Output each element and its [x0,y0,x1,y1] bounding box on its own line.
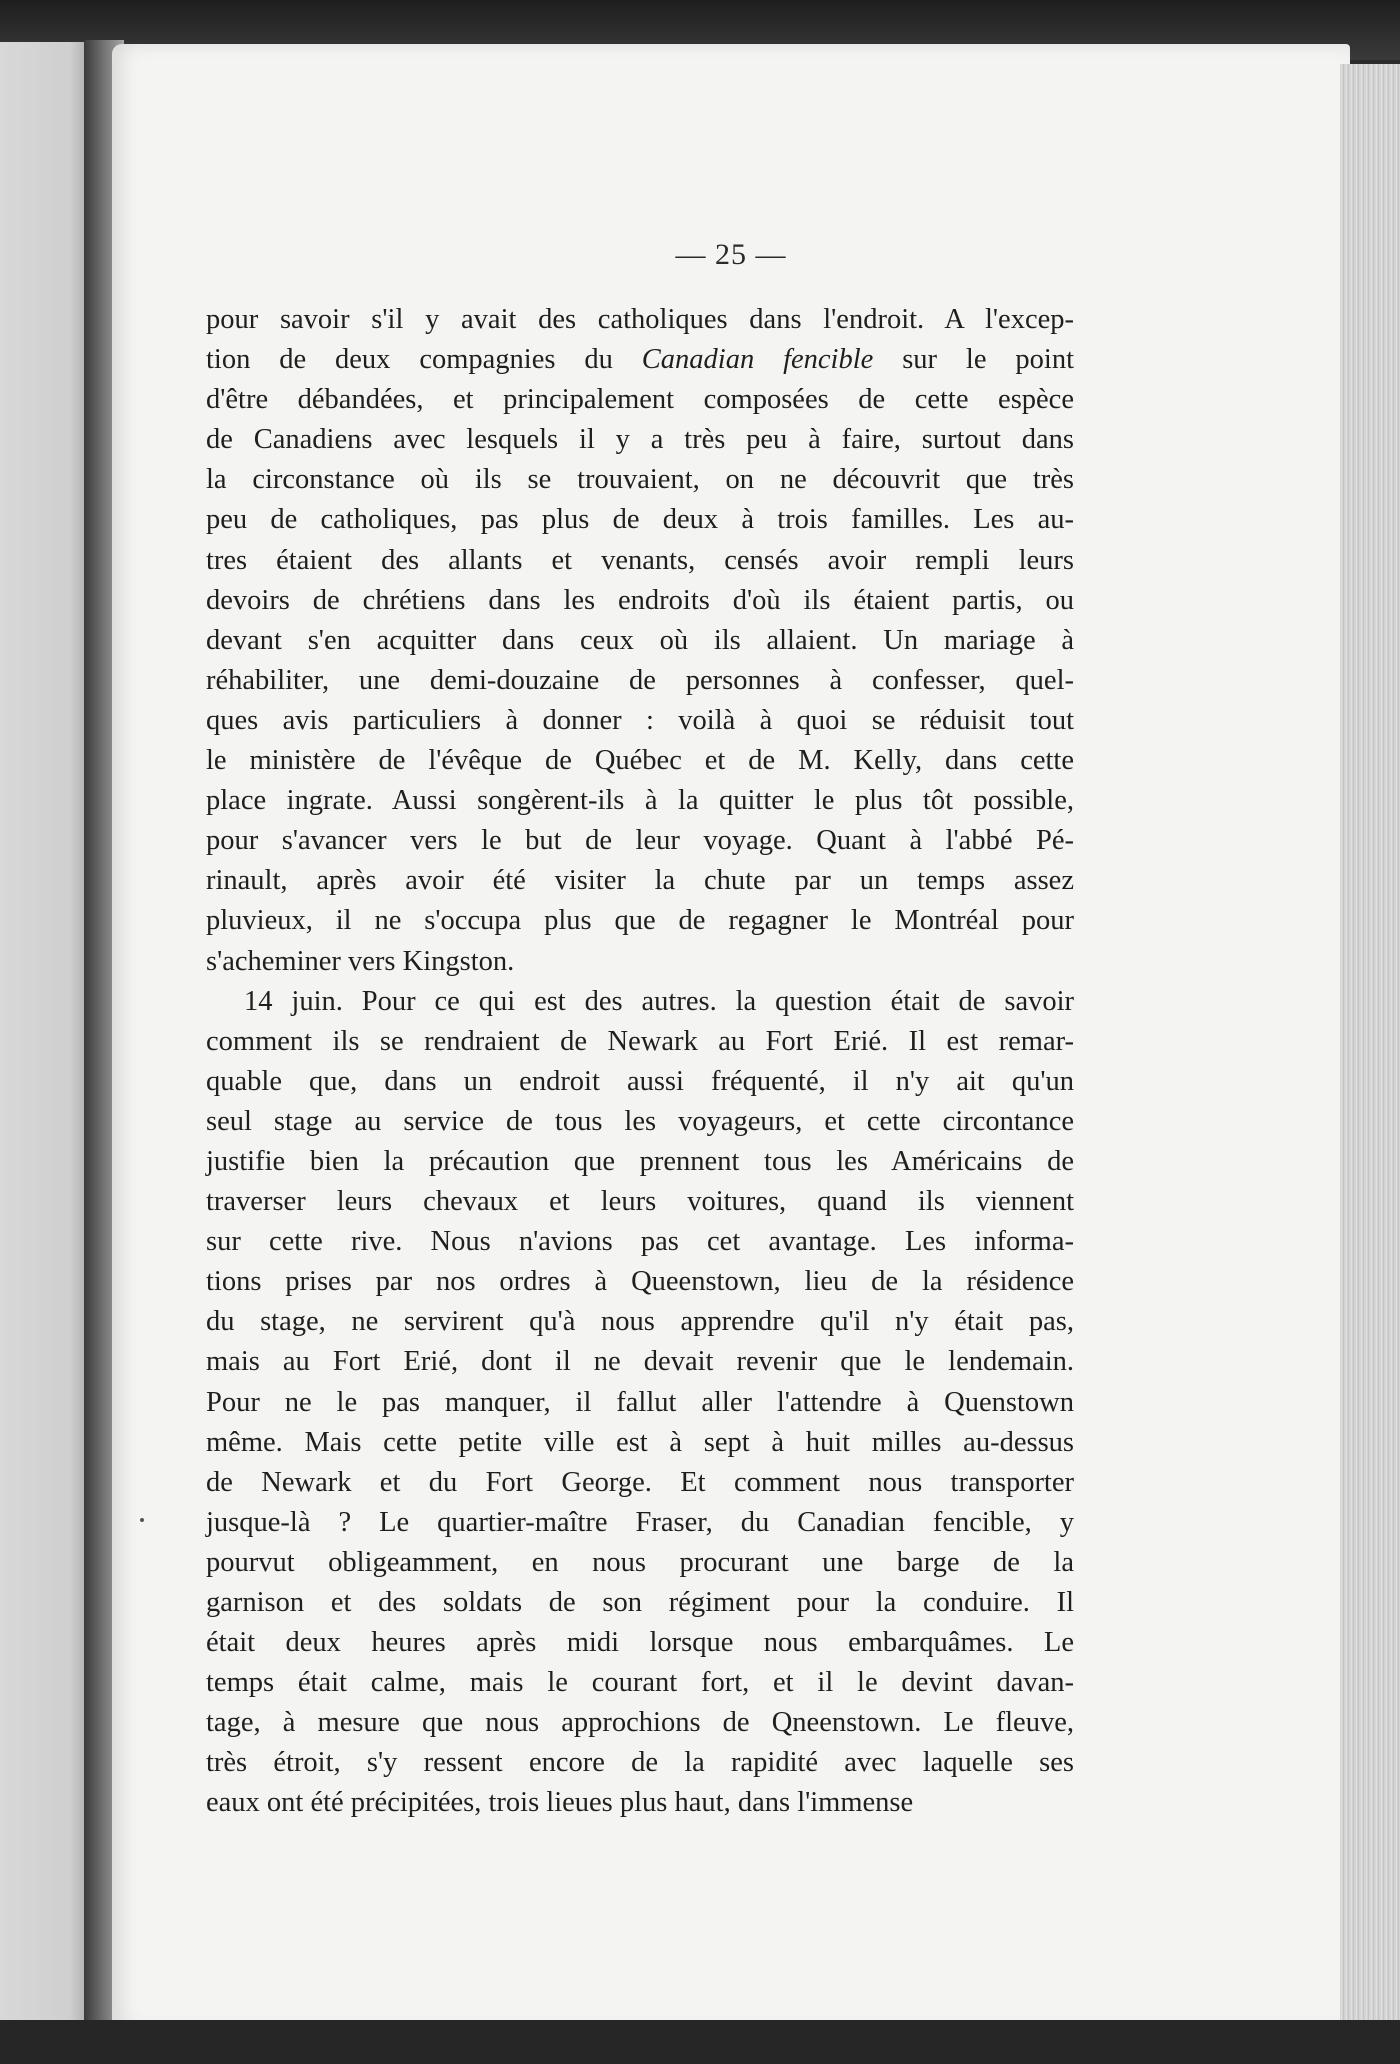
text-line [206,901,1074,941]
text-line [206,1543,1074,1583]
text-line [206,1383,1074,1423]
text-line [206,1583,1074,1623]
paragraph [206,982,1074,1824]
text-line [206,1703,1074,1743]
text-segment: d'être débandées, et principalement composées de cette espèce [206,384,1074,416]
text-segment: sur le point [873,344,1074,376]
text-segment: tions prises par nos ordres à Queenstown, lieu de la résidence [206,1266,1074,1298]
paragraph [206,300,1074,982]
text-segment: comment ils se rendraient de Newark au Fort Erié. Il est remar- [206,1025,1074,1057]
text-segment: rinault, après avoir été visiter la chute par un temps assez [206,865,1074,897]
text-segment: seul stage au service de tous les voyageurs, et cette circontance [206,1105,1074,1137]
text-segment: temps était calme, mais le courant fort, et il le devint davan- [206,1667,1074,1699]
text-segment: de Canadiens avec lesquels il y a très peu à faire, surtout dans [206,424,1074,456]
page-fore-edge [1340,64,1400,2024]
text-line [206,942,1074,982]
text-segment: 14 juin. Pour ce qui est des autres. la question était de savoir [244,985,1074,1017]
text-segment: tion de deux compagnies du [206,344,642,376]
text-line [206,661,1074,701]
text-segment: du stage, ne servirent qu'à nous apprendre qu'il n'y était pas, [206,1306,1074,1338]
text-segment: jusque-là ? Le quartier-maître Fraser, du Canadian fencible, y [206,1506,1074,1538]
text-segment: très étroit, s'y ressent encore de la rapidité avec laquelle ses [206,1747,1074,1779]
text-segment: garnison et des soldats de son régiment pour la conduire. Il [206,1587,1074,1618]
body-text [206,300,1074,1824]
text-line [206,821,1074,861]
text-segment: était deux heures après midi lorsque nous embarquâmes. Le [206,1627,1074,1659]
text-segment: même. Mais cette petite ville est à sept à huit milles au-dessus [206,1426,1074,1458]
page-number: — 25 — [675,238,787,271]
text-segment: réhabiliter, une demi-douzaine de personnes à confesser, quel- [206,664,1074,696]
text-segment: s'acheminer vers Kingston. [206,945,515,977]
text-segment: ques avis particuliers à donner : voilà à quoi se réduisit tout [206,704,1074,736]
text-line [206,982,1074,1022]
text-segment: eaux ont été précipitées, trois lieues plus haut, dans l'immense [206,1787,914,1819]
text-segment: traverser leurs chevaux et leurs voitures, quand ils viennent [206,1186,1074,1218]
text-segment: quable que, dans un endroit aussi fréquenté, il n'y ait qu'un [206,1065,1074,1097]
text-segment: la circonstance où ils se trouvaient, on ne découvrit que très [206,464,1074,496]
text-line [206,340,1074,380]
text-segment: devant s'en acquitter dans ceux où ils allaient. Un mariage à [206,624,1074,656]
text-line [206,581,1074,621]
text-segment: pour s'avancer vers le but de leur voyage. Quant à l'abbé Pé- [206,825,1074,857]
text-segment: mais au Fort Erié, dont il ne devait revenir que le lendemain. [206,1346,1074,1378]
text-line [206,1222,1074,1262]
text-segment: pluvieux, il ne s'occupa plus que de regagner le Montréal pour [206,905,1074,937]
text-line [206,420,1074,460]
text-line [206,1022,1074,1062]
text-line [206,1783,1074,1823]
text-line [206,460,1074,500]
text-line [206,701,1074,741]
text-segment: pour savoir s'il y avait des catholiques dans l'endroit. A l'excep- [206,304,1074,335]
text-segment: peu de catholiques, pas plus de deux à trois familles. Les au- [206,504,1074,536]
text-line [206,1342,1074,1382]
text-line [206,1663,1074,1703]
text-line [206,861,1074,901]
text-line [206,380,1074,420]
text-segment: place ingrate. Aussi songèrent-ils à la quitter le plus tôt possible, [206,785,1074,817]
text-line [206,300,1074,340]
text-line [206,781,1074,821]
text-segment: justifie bien la précaution que prennent tous les Américains de [206,1145,1074,1177]
text-segment: de Newark et du Fort George. Et comment nous transporter [206,1466,1074,1498]
text-segment: sur cette rive. Nous n'avions pas cet avantage. Les informa- [206,1226,1074,1258]
text-line [206,1503,1074,1543]
text-line [206,741,1074,781]
scan-background-bottom [0,2020,1400,2064]
text-line [206,500,1074,540]
text-line [206,1102,1074,1142]
text-line [206,1262,1074,1302]
ink-speck [140,1518,144,1522]
text-line [206,1743,1074,1783]
italic-phrase: Canadian fencible [641,344,874,376]
text-segment: le ministère de l'évêque de Québec et de M. Kelly, dans cette [206,745,1074,777]
text-line [206,621,1074,661]
text-line [206,541,1074,581]
text-segment: devoirs de chrétiens dans les endroits d'où ils étaient partis, ou [206,584,1074,616]
text-line [206,1182,1074,1222]
text-segment: tage, à mesure que nous approchions de Qneenstown. Le fleuve, [206,1707,1074,1739]
text-line [206,1623,1074,1663]
text-line [206,1463,1074,1503]
text-line [206,1062,1074,1102]
text-line [206,1302,1074,1342]
text-segment: Pour ne le pas manquer, il fallut aller l'attendre à Quenstown [206,1386,1074,1418]
text-segment: pourvut obligeamment, en nous procurant une barge de la [206,1546,1074,1578]
text-line [206,1423,1074,1463]
text-segment: tres étaient des allants et venants, censés avoir rempli leurs [206,544,1074,576]
text-line [206,1142,1074,1182]
